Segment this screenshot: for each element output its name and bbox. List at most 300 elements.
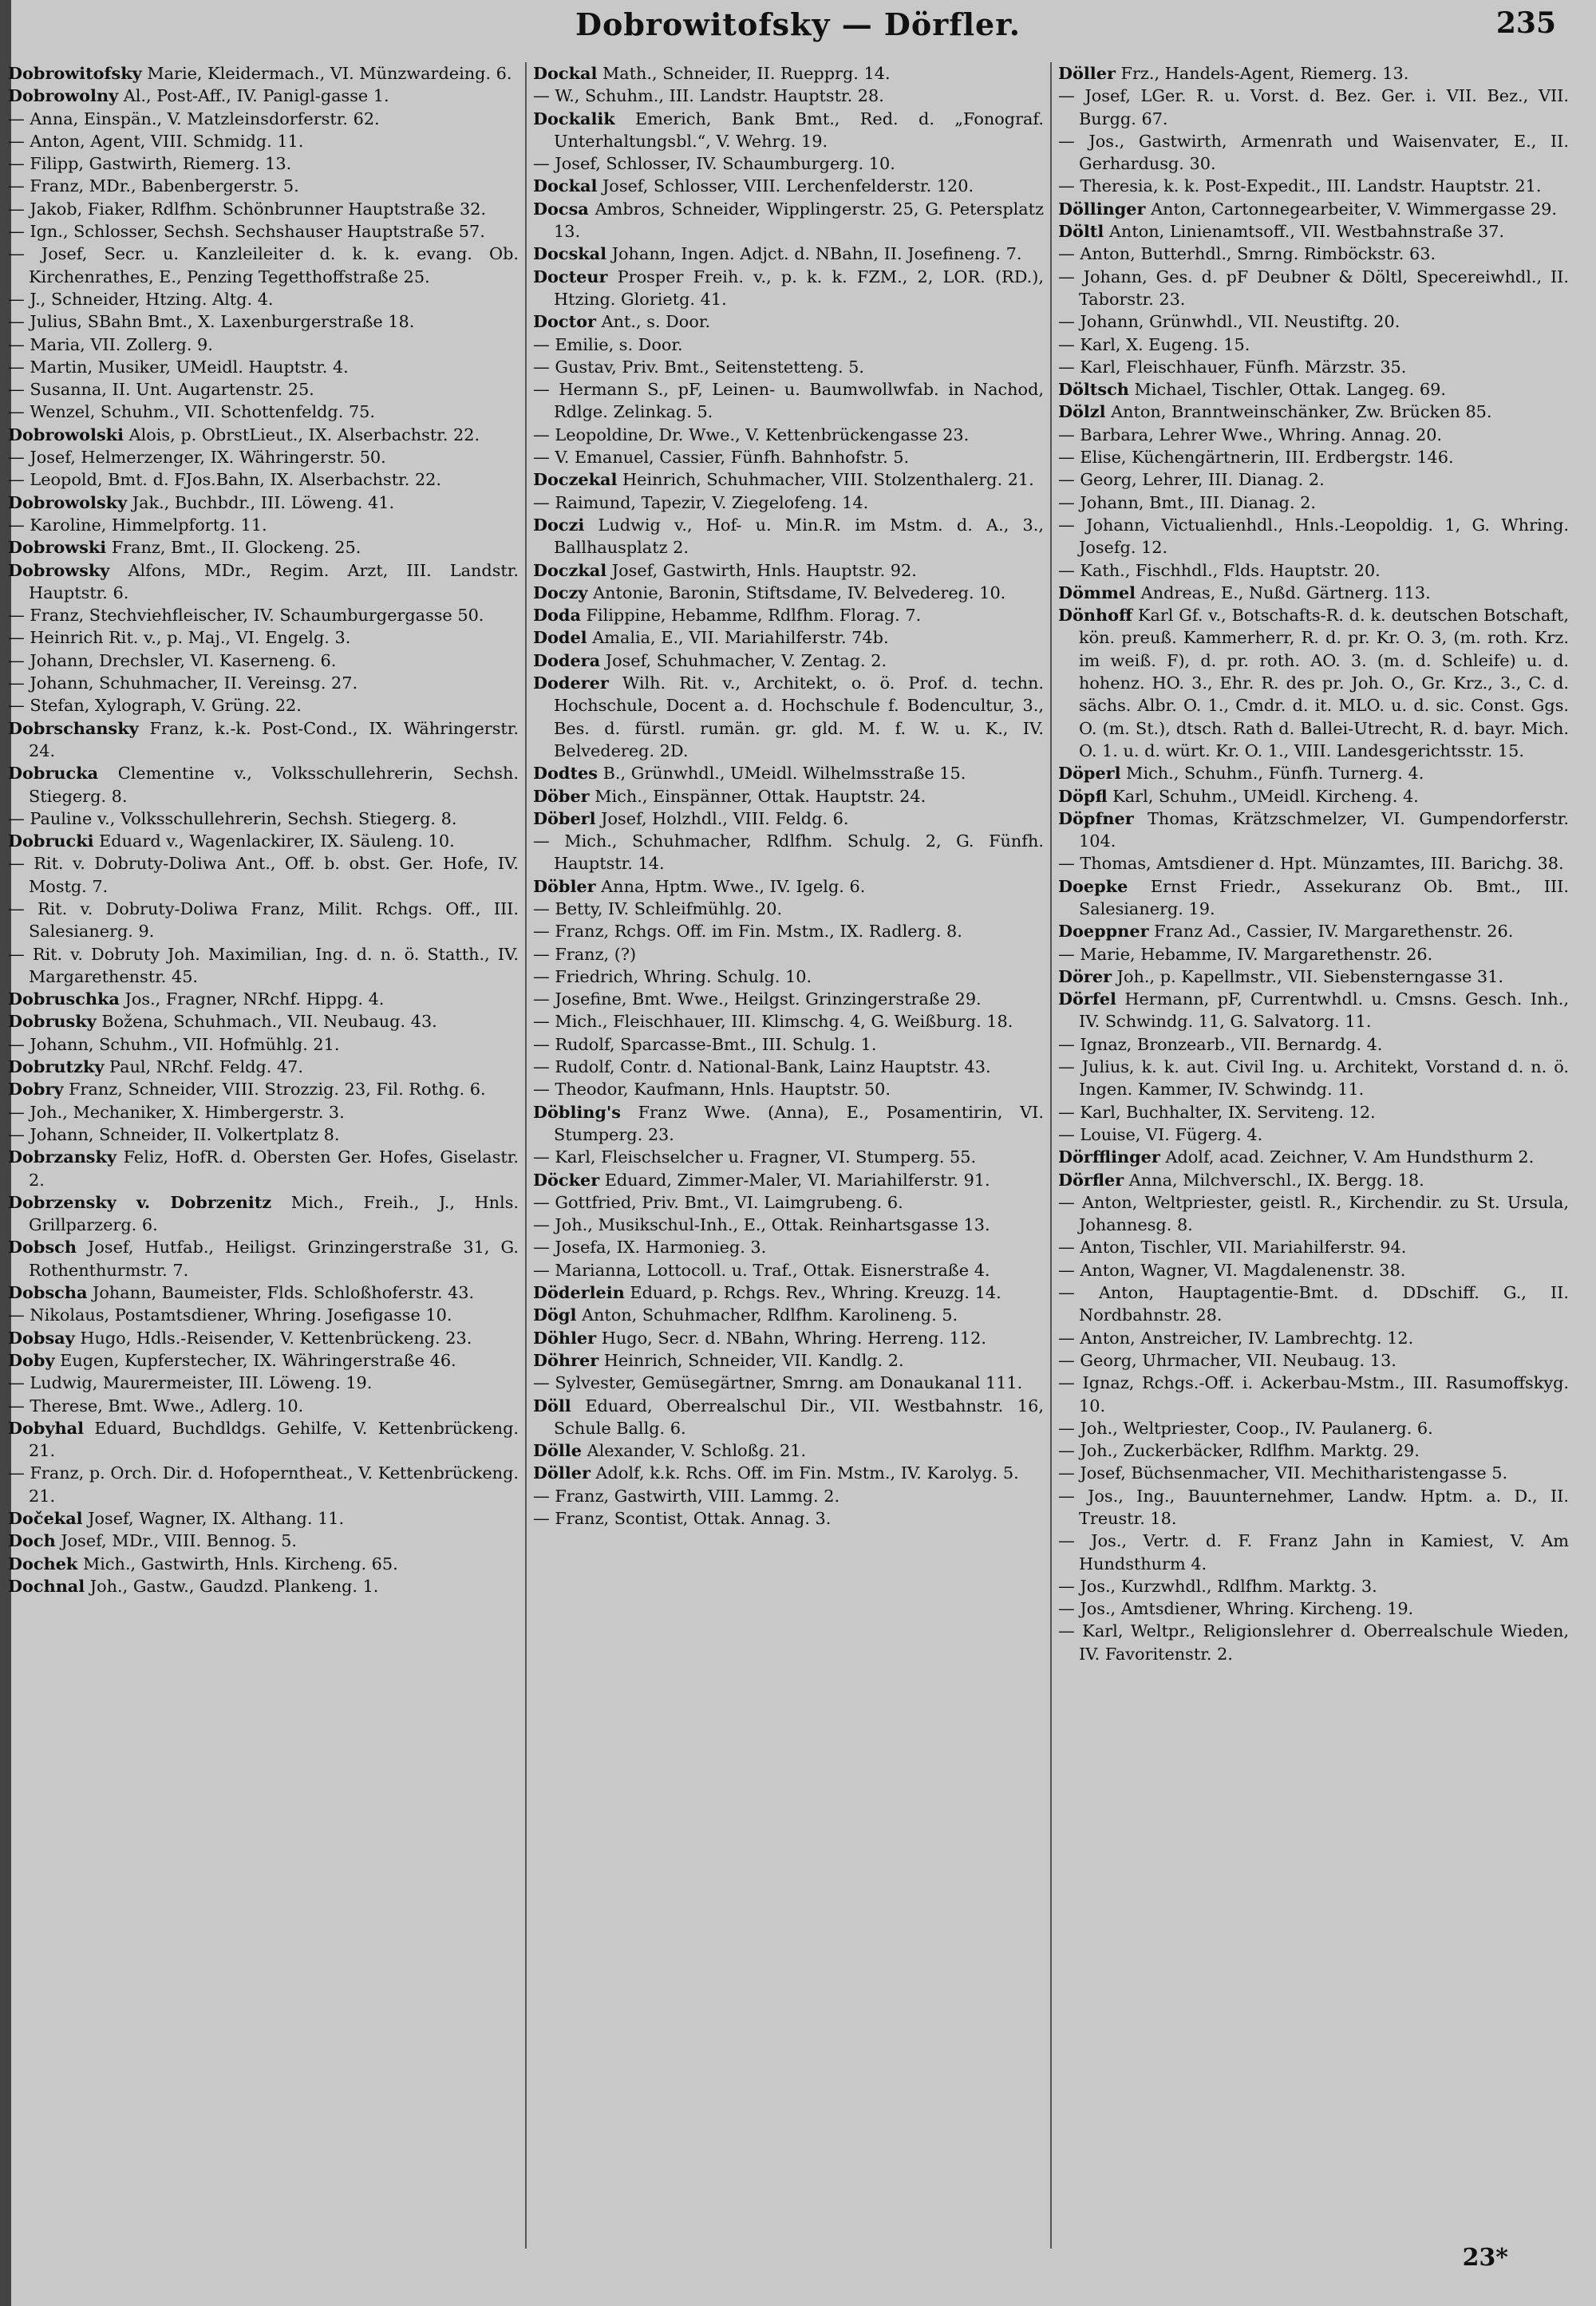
directory-entry (8, 378, 519, 401)
entry-details: Alexander, V. Schloßg. 21. (581, 1441, 807, 1461)
directory-entry (8, 130, 519, 152)
entry-details: — Elise, Küchengärtnerin, III. Erdbergstr. 146. (1058, 448, 1454, 468)
entry-surname: Dobrucki (8, 831, 94, 851)
entry-surname: Döberl (533, 807, 596, 828)
directory-entry (533, 468, 1044, 491)
directory-entry (1058, 378, 1569, 401)
entry-details: — Josef, LGer. R. u. Vorst. d. Bez. Ger. i. VII. Bez., VII. Burgg. 67. (1058, 86, 1569, 128)
entry-details: Emerich, Bank Bmt., Red. d. „Fonograf. Unterhaltungsbl.“, V. Wehrg. 19. (554, 109, 1044, 151)
column-divider (525, 62, 527, 2249)
directory-entry (533, 243, 1044, 265)
entry-details: Anton, Cartonnegearbeiter, V. Wimmergasse 29. (1145, 199, 1557, 219)
entry-details: Anton, Linienamtsoff., VII. Westbahnstraße 37. (1104, 222, 1505, 242)
entry-details: Hugo, Hdls.-Reisender, V. Kettenbrückeng. 23. (74, 1328, 472, 1348)
entry-details: — Franz, (?) (533, 944, 637, 964)
entry-details: Ludwig v., Hof- u. Min.R. im Mstm. d. A., 3., Ballhausplatz 2. (554, 515, 1044, 558)
directory-entry (8, 807, 519, 830)
directory-entry (533, 785, 1044, 807)
directory-entry (1058, 875, 1569, 921)
entry-surname: Dockal (533, 176, 598, 196)
signature-mark: 23* (1462, 2244, 1508, 2272)
directory-entry (8, 152, 519, 175)
directory-entry (8, 694, 519, 717)
entry-details: — Wenzel, Schuhm., VII. Schottenfeldg. 75. (8, 402, 376, 422)
entry-surname: Döltl (1058, 221, 1104, 242)
directory-entry (533, 1146, 1044, 1168)
directory-entry (533, 310, 1044, 333)
directory-entry (533, 1304, 1044, 1326)
directory-entry (1058, 1327, 1569, 1349)
entry-details: — Anton, Hauptagentie-Bmt. d. DDschiff. G., II. Nordbahnstr. 28. (1058, 1283, 1569, 1325)
entry-surname: Dobrowski (8, 537, 107, 558)
directory-entry (8, 175, 519, 197)
directory-entry (1058, 582, 1569, 604)
entry-details: Feliz, HofR. d. Obersten Ger. Hofes, Giselastr. 2. (29, 1147, 519, 1190)
entry-details: — Josefa, IX. Harmonieg. 3. (533, 1238, 767, 1258)
entry-surname: Dömmel (1058, 582, 1136, 602)
entry-surname: Docteur (533, 266, 608, 286)
entry-details: Marie, Kleidermach., VI. Münzwardeing. 6. (141, 64, 512, 83)
entry-surname: Doczi (533, 514, 585, 535)
entry-details: — Louise, VI. Fügerg. 4. (1058, 1124, 1263, 1144)
directory-entry (8, 626, 519, 649)
entry-details: Heinrich, Schneider, VII. Kandlg. 2. (598, 1350, 904, 1370)
directory-entry (1058, 1281, 1569, 1327)
entry-details: Eduard v., Wagenlackirer, IX. Säuleng. 10. (93, 831, 455, 851)
entry-surname: Dobrowolski (8, 424, 124, 444)
entry-details: — Theodor, Kaufmann, Hnls. Hauptstr. 50. (533, 1080, 891, 1100)
entry-surname: Dölle (533, 1440, 582, 1461)
directory-entry (1058, 514, 1569, 559)
directory-entry (1058, 1033, 1569, 1056)
entry-details: — Jos., Kurzwhdl., Rdlfhm. Marktg. 3. (1058, 1576, 1377, 1596)
directory-entry (8, 356, 519, 378)
directory-entry (8, 1462, 519, 1507)
directory-entry (8, 62, 519, 85)
entry-surname: Döcker (533, 1169, 600, 1190)
entry-details: — Rit. v. Dobruty-Doliwa Ant., Off. b. obst. Ger. Hofe, IV. Mostg. 7. (8, 854, 519, 896)
directory-entry (533, 1169, 1044, 1191)
directory-entry (8, 1033, 519, 1056)
directory-entry (1058, 356, 1569, 378)
entry-details: Karl, Schuhm., UMeidl. Kircheng. 4. (1107, 786, 1419, 806)
entry-details: — Therese, Bmt. Wwe., Adlerg. 10. (8, 1396, 304, 1416)
entry-details: — Joh., Mechaniker, X. Himbergerstr. 3. (8, 1102, 345, 1122)
entry-details: — Sylvester, Gemüsegärtner, Smrng. am Donaukanal 111. (533, 1373, 1023, 1393)
entry-surname: Dodtes (533, 763, 598, 784)
entry-details: — Josef, Schlosser, IV. Schaumburgerg. 10. (533, 154, 895, 174)
entry-details: — Heinrich Rit. v., p. Maj., VI. Engelg. 3. (8, 628, 351, 648)
entry-details: — Johann, Victualienhdl., Hnls.-Leopoldig. 1, G. Whring. Josefg. 12. (1058, 515, 1569, 558)
entry-surname: Dobsay (8, 1327, 75, 1348)
directory-entry (533, 1485, 1044, 1507)
entry-details: Johann, Baumeister, Flds. Schloßhoferstr. 43. (87, 1283, 475, 1303)
entry-details: — Mich., Schuhmacher, Rdlfhm. Schulg. 2, G. Fünfh. Hauptstr. 14. (533, 831, 1044, 874)
directory-entry (1058, 1169, 1569, 1191)
directory-entry (533, 965, 1044, 988)
entry-details: Wilh. Rit. v., Architekt, o. ö. Prof. d. techn. Hochschule, Docent a. d. Hochschule f. Bodencultur, 3., Bes. d. fürstl. rumän. gr. gld. M. f. W. u. K., IV. Belvedereg. 2D. (554, 673, 1044, 760)
entry-surname: Döhrer (533, 1349, 599, 1370)
entry-surname: Doda (533, 605, 581, 626)
entry-surname: Dobyhal (8, 1417, 85, 1438)
directory-entry (1058, 266, 1569, 311)
entry-surname: Dochek (8, 1553, 78, 1574)
entry-details: Franz, Bmt., II. Glockeng. 25. (106, 538, 361, 558)
entry-details: — Anton, Weltpriester, geistl. R., Kirchendir. zu St. Ursula, Johannesg. 8. (1058, 1192, 1569, 1235)
entry-details: — Johann, Ges. d. pF Deubner & Döltl, Specereiwhdl., II. Taborstr. 23. (1058, 267, 1569, 309)
entry-details: Karl Gf. v., Botschafts-R. d. k. deutschen Botschaft, kön. preuß. Kammerherr, R. d. pr. Kr. O. 3, (m. roth. Krz. im weiß. F), d. pr. roth. AO. 3. (m. d. Schleife) u. d. hohenz. HO. 3., Ehr. R. des pr. Joh. O., Gr. Krz., 3., C. d. sächs. Albr. O. 1., Cmdr. d. it. MLO. u. d. sic. Const. Ggs. O. (m. St.), dtsch. Rath d. Ballei-Utrecht, R. d. bayr. Mich. O. 1. u. d. würt. Kr. O. 1., VIII. Landesgerichtsstr. 15. (1079, 606, 1569, 760)
directory-entry (8, 852, 519, 898)
entry-surname: Doctor (533, 311, 597, 332)
entry-surname: Doczkal (533, 559, 607, 580)
directory-entry (1058, 1191, 1569, 1237)
entry-details: — Rit. v. Dobruty-Doliwa Franz, Milit. Rchgs. Off., III. Salesianerg. 9. (8, 898, 519, 942)
entry-details: — Ignaz, Bronzearb., VII. Bernardg. 4. (1058, 1034, 1383, 1054)
entry-details: — Theresia, k. k. Post-Expedit., III. Landstr. Hauptstr. 21. (1058, 176, 1542, 196)
directory-entry (533, 108, 1044, 153)
directory-entry (1058, 1349, 1569, 1372)
directory-entry (533, 830, 1044, 875)
directory-entry (533, 356, 1044, 378)
entry-surname: Dochnal (8, 1575, 85, 1596)
directory-entry (1058, 1485, 1569, 1530)
entry-surname: Döltsch (1058, 379, 1129, 400)
directory-entry (1058, 1146, 1569, 1168)
entry-details: Hugo, Secr. d. NBahn, Whring. Herreng. 112. (596, 1328, 986, 1348)
directory-entry (1058, 785, 1569, 807)
entry-details: — Franz, MDr., Babenbergerstr. 5. (8, 176, 299, 196)
directory-entry (1058, 1597, 1569, 1620)
entry-surname: Dobrowsky (8, 559, 110, 580)
entry-surname: Dönhoff (1058, 605, 1133, 626)
entry-details: Joh., p. Kapellmstr., VII. Siebensterngasse 31. (1112, 966, 1504, 986)
entry-details: Anna, Hptm. Wwe., IV. Igelg. 6. (595, 876, 866, 896)
entry-details: — Johann, Schneider, II. Volkertplatz 8. (8, 1124, 340, 1144)
directory-entry (8, 1372, 519, 1394)
entry-details: Antonie, Baronin, Stiftsdame, IV. Belvedereg. 10. (587, 582, 1006, 602)
entry-details: Clementine v., Volksschullehrerin, Sechsh. Stiegerg. 8. (29, 764, 519, 806)
directory-entry (533, 1395, 1044, 1440)
entry-details: — Raimund, Tapezir, V. Ziegelofeng. 14. (533, 492, 869, 512)
directory-entry (1058, 1056, 1569, 1101)
entry-surname: Döbling's (533, 1101, 621, 1122)
directory-entry (533, 1101, 1044, 1147)
entry-surname: Döllinger (1058, 198, 1146, 219)
directory-entry (8, 1281, 519, 1304)
entry-details: — Johann, Grünwhdl., VII. Neustiftg. 20. (1058, 312, 1400, 332)
entry-surname: Dobscha (8, 1282, 88, 1303)
entry-details: — Karl, Weltpr., Religionslehrer d. Oberrealschule Wieden, IV. Favoritenstr. 2. (1058, 1621, 1569, 1664)
entry-details: — Friedrich, Whring. Schulg. 10. (533, 966, 812, 986)
entry-surname: Dočekal (8, 1508, 83, 1528)
entry-details: — Susanna, II. Unt. Augartenstr. 25. (8, 380, 314, 400)
entry-surname: Dögl (533, 1305, 577, 1325)
directory-entry (1058, 1236, 1569, 1258)
directory-entry (8, 401, 519, 423)
entry-details: Eduard, Zimmer-Maler, VI. Mariahilferstr. 91. (599, 1170, 990, 1190)
directory-entry (533, 650, 1044, 672)
entry-surname: Dobrzensky v. Dobrzenitz (8, 1191, 272, 1212)
directory-entry (533, 1372, 1044, 1394)
entry-details: Anna, Milchverschl., IX. Bergg. 18. (1124, 1170, 1424, 1190)
entry-details: — Anton, Wagner, VI. Magdalenenstr. 38. (1058, 1260, 1406, 1280)
directory-entry (533, 943, 1044, 965)
entry-details: — Josef, Helmerzenger, IX. Währingerstr. 50. (8, 448, 386, 468)
entry-details: — Marianna, Lottocoll. u. Traf., Ottak. Eisnerstraße 4. (533, 1260, 990, 1280)
directory-entry (8, 717, 519, 763)
entry-surname: Dobrucka (8, 763, 99, 784)
directory-entry (533, 1056, 1044, 1078)
entry-details: — Rudolf, Contr. d. National-Bank, Lainz Hauptstr. 43. (533, 1057, 991, 1077)
entry-details: — Kath., Fischhdl., Flds. Hauptstr. 20. (1058, 560, 1381, 580)
directory-entry (8, 198, 519, 220)
entry-details: Amalia, E., VII. Mariahilferstr. 74b. (587, 628, 889, 648)
entry-surname: Dodel (533, 627, 587, 648)
directory-entry (8, 85, 519, 107)
entry-details: B., Grünwhdl., UMeidl. Wilhelmsstraße 15. (598, 764, 966, 784)
directory-entry (533, 1507, 1044, 1530)
entry-details: Josef, Holzhdl., VIII. Feldg. 6. (595, 808, 849, 828)
directory-entry (1058, 62, 1569, 85)
entry-details: — Barbara, Lehrer Wwe., Whring. Annag. 20. (1058, 424, 1443, 444)
directory-entry (533, 807, 1044, 830)
entry-surname: Dodera (533, 650, 601, 670)
entry-surname: Docsa (533, 198, 589, 219)
directory-entry (1058, 243, 1569, 265)
directory-entry (8, 604, 519, 626)
directory-entry (8, 1395, 519, 1417)
directory-entry (8, 288, 519, 310)
entry-details: — Leopoldine, Dr. Wwe., V. Kettenbrückengasse 23. (533, 424, 970, 444)
entry-details: Ambros, Schneider, Wipplingerstr. 25, G. Petersplatz 13. (554, 199, 1044, 242)
directory-entry (8, 1191, 519, 1237)
entry-details: — Jos., Gastwirth, Armenrath und Waisenvater, E., II. Gerhardusg. 30. (1058, 131, 1569, 174)
entry-surname: Döll (533, 1395, 571, 1416)
entry-details: Adolf, k.k. Rchs. Off. im Fin. Mstm., IV. Karolyg. 5. (590, 1463, 1019, 1483)
entry-details: Jak., Buchbdr., III. Löweng. 41. (127, 492, 395, 512)
entry-surname: Dörer (1058, 965, 1112, 986)
directory-entry (1058, 175, 1569, 197)
directory-entry (1058, 943, 1569, 965)
entry-surname: Doch (8, 1530, 56, 1551)
entry-details: — Karl, Buchhalter, IX. Serviteng. 12. (1058, 1102, 1376, 1122)
directory-entry (533, 559, 1044, 582)
directory-entry (8, 1575, 519, 1597)
directory-entry (8, 310, 519, 333)
entry-details: Josef, Hutfab., Heiligst. Grinzingerstraße 31, G. Rothenthurmstr. 7. (29, 1238, 519, 1280)
entry-surname: Döperl (1058, 763, 1121, 784)
entry-details: Mich., Freih., J., Hnls. Grillparzerg. 6. (29, 1192, 519, 1235)
entry-details: Eduard, p. Rchgs. Rev., Whring. Kreuzg. 14. (624, 1283, 1001, 1303)
entry-details: — Johann, Bmt., III. Dianag. 2. (1058, 492, 1317, 512)
directory-entry (8, 1101, 519, 1123)
directory-entry (8, 514, 519, 536)
directory-entry (533, 582, 1044, 604)
directory-entry (533, 626, 1044, 649)
entry-details: Johann, Ingen. Adjct. d. NBahn, II. Josefineng. 7. (606, 244, 1022, 264)
directory-entry (1058, 1439, 1569, 1462)
directory-entry (533, 604, 1044, 626)
entry-details: — Betty, IV. Schleifmühlg. 20. (533, 898, 783, 918)
entry-details: — Joh., Zuckerbäcker, Rdlfhm. Marktg. 29. (1058, 1441, 1420, 1461)
entry-surname: Dörfel (1058, 989, 1116, 1009)
directory-entry (8, 108, 519, 130)
directory-entry (533, 920, 1044, 942)
entry-surname: Docskal (533, 243, 607, 264)
entry-details: Anton, Branntweinschänker, Zw. Brücken 85. (1105, 402, 1492, 422)
directory-entry (533, 672, 1044, 762)
entry-details: — Anna, Einspän., V. Matzleinsdorferstr. 62. (8, 109, 380, 128)
directory-entry (1058, 198, 1569, 220)
entry-details: — Karl, X. Eugeng. 15. (1058, 334, 1250, 354)
entry-details: — Joh., Musikschul-Inh., E., Ottak. Reinhartsgasse 13. (533, 1215, 990, 1235)
page-header (0, 5, 1596, 41)
directory-entry (1058, 965, 1569, 988)
entry-details: — Georg, Uhrmacher, VII. Neubaug. 13. (1058, 1350, 1396, 1370)
directory-entry (533, 62, 1044, 85)
entry-details: Anton, Schuhmacher, Rdlfhm. Karolineng. 5. (576, 1305, 958, 1325)
directory-entry (1058, 220, 1569, 243)
entry-details: — Josef, Büchsenmacher, VII. Mechitharistengasse 5. (1058, 1463, 1508, 1483)
entry-details: — Joh., Weltpriester, Coop., IV. Paulanerg. 6. (1058, 1418, 1433, 1438)
entry-surname: Dobrzansky (8, 1147, 117, 1167)
entry-details: Filippine, Hebamme, Rdlfhm. Florag. 7. (580, 606, 922, 626)
entry-details: Josef, Gastwirth, Hnls. Hauptstr. 92. (606, 560, 917, 580)
running-head: Dobrowitofsky — Dörfler. (575, 6, 1021, 42)
directory-entry (533, 514, 1044, 559)
entry-details: Hermann, pF, Currentwhdl. u. Cmsns. Gesch. Inh., IV. Schwindg. 11, G. Salvatorg. 11. (1079, 989, 1569, 1032)
directory-entry (8, 943, 519, 989)
directory-entry (8, 243, 519, 288)
entry-surname: Doczy (533, 582, 588, 602)
directory-entry (533, 1462, 1044, 1484)
entry-details: Andreas, E., Nußd. Gärtnerg. 113. (1136, 582, 1431, 602)
entry-details: Alois, p. ObrstLieut., IX. Alserbachstr. 22. (123, 424, 480, 444)
entry-details: — Ignaz, Rchgs.-Off. i. Ackerbau-Mstm., III. Rasumoffskyg. 10. (1058, 1373, 1569, 1416)
directory-entry (533, 1327, 1044, 1349)
entry-details: — Rit. v. Dobruty Joh. Maximilian, Ing. d. n. ö. Statth., IV. Margarethenstr. 45. (8, 944, 519, 986)
directory-entry (533, 1033, 1044, 1056)
entry-details: — Franz, Gastwirth, VIII. Lammg. 2. (533, 1486, 840, 1506)
entry-details: Josef, Wagner, IX. Althang. 11. (82, 1509, 345, 1528)
entry-details: — Franz, Stechviehfleischer, IV. Schaumburgergasse 50. (8, 606, 484, 626)
entry-surname: Döber (533, 785, 590, 806)
entry-surname: Doby (8, 1349, 55, 1370)
entry-surname: Doczekal (533, 469, 618, 490)
directory-entry (8, 559, 519, 605)
entry-details: Josef, Schlosser, VIII. Lerchenfelderstr. 120. (597, 176, 974, 196)
column-divider (1050, 62, 1052, 2249)
directory-entry (1058, 1530, 1569, 1575)
directory-entry (1058, 807, 1569, 853)
entry-details: — Franz, p. Orch. Dir. d. Hofoperntheat., V. Kettenbrückeng. 21. (8, 1463, 519, 1506)
directory-entry (8, 1078, 519, 1100)
entry-surname: Dörfflinger (1058, 1147, 1160, 1167)
entry-details: — Ludwig, Maurermeister, III. Löweng. 19. (8, 1373, 373, 1393)
entry-details: — Jos., Vertr. d. F. Franz Jahn in Kamiest, V. Am Hundsthurm 4. (1058, 1531, 1569, 1574)
directory-entry (533, 988, 1044, 1010)
directory-entry (533, 1191, 1044, 1214)
directory-entry (1058, 988, 1569, 1033)
entry-details: — Rudolf, Sparcasse-Bmt., III. Schulg. 1. (533, 1034, 877, 1054)
entry-details: Thomas, Krätzschmelzer, VI. Gumpendorferstr. 104. (1079, 808, 1569, 851)
entry-details: Josef, Schuhmacher, V. Zentag. 2. (600, 650, 887, 670)
directory-entry (8, 220, 519, 243)
directory-entry (533, 152, 1044, 175)
entry-surname: Dobrschansky (8, 717, 139, 738)
directory-entry (8, 672, 519, 694)
entry-details: Ernst Friedr., Assekuranz Ob. Bmt., III. Salesianerg. 19. (1079, 876, 1569, 918)
entry-details: — Julius, k. k. aut. Civil Ing. u. Architekt, Vorstand d. n. ö. Ingen. Kammer, IV. Schwindg. 11. (1058, 1057, 1569, 1100)
directory-entry (533, 378, 1044, 424)
entry-details: — Hermann S., pF, Leinen- u. Baumwollwfab. in Nachod, Rdlge. Zelinkag. 5. (533, 380, 1044, 422)
directory-entry (1058, 446, 1569, 468)
entry-details: Eduard, Buchdldgs. Gehilfe, V. Kettenbrückeng. 21. (29, 1418, 519, 1461)
entry-surname: Döderlein (533, 1282, 625, 1303)
directory-entry (8, 898, 519, 943)
directory-entry (8, 650, 519, 672)
directory-entry (533, 198, 1044, 243)
directory-entry (1058, 1259, 1569, 1281)
directory-entry (533, 1259, 1044, 1281)
directory-entry (8, 1146, 519, 1191)
entry-details: — Marie, Hebamme, IV. Margarethenstr. 26. (1058, 944, 1433, 964)
directory-entry (8, 1304, 519, 1326)
directory-entry (533, 898, 1044, 920)
entry-details: Franz, k.-k. Post-Cond., IX. Währingerstr. 24. (29, 718, 519, 760)
directory-entry (533, 1281, 1044, 1304)
entry-details: — Anton, Butterhdl., Smrng. Rimböckstr. 63. (1058, 244, 1436, 264)
directory-entry (1058, 1101, 1569, 1123)
entry-details: Frz., Handels-Agent, Riemerg. 13. (1115, 64, 1409, 83)
entry-details: — Karl, Fleischhauer, Fünfh. Märzstr. 35. (1058, 357, 1407, 377)
entry-surname: Dobrutzky (8, 1056, 105, 1077)
entry-surname: Döhler (533, 1327, 597, 1348)
entry-details: — Franz, Rchgs. Off. im Fin. Mstm., IX. Radlerg. 8. (533, 922, 962, 942)
entry-details: Franz Ad., Cassier, IV. Margarethenstr. 26. (1148, 922, 1514, 942)
entry-details: — Gottfried, Priv. Bmt., VI. Laimgrubeng. 6. (533, 1192, 903, 1212)
entry-details: Al., Post-Aff., IV. Panigl-gasse 1. (118, 86, 389, 106)
directory-entry (533, 266, 1044, 311)
entry-details: Eduard, Oberrealschul Dir., VII. Westbahnstr. 16, Schule Ballg. 6. (554, 1396, 1044, 1438)
entry-surname: Döpfl (1058, 785, 1108, 806)
entry-details: — Pauline v., Volksschullehrerin, Sechsh. Stiegerg. 8. (8, 808, 457, 828)
entry-details: Heinrich, Schuhmacher, VIII. Stolzenthalerg. 21. (617, 470, 1034, 490)
entry-details: — Jos., Ing., Bauunternehmer, Landw. Hptm. a. D., II. Treustr. 18. (1058, 1486, 1569, 1528)
entry-details: — Karoline, Himmelpfortg. 11. (8, 515, 267, 535)
entry-details: — Nikolaus, Postamtsdiener, Whring. Josefigasse 10. (8, 1305, 452, 1325)
entry-details: — J., Schneider, Htzing. Altg. 4. (8, 289, 274, 309)
directory-entry (533, 85, 1044, 107)
entry-details: — Georg, Lehrer, III. Dianag. 2. (1058, 470, 1325, 490)
directory-entry (1058, 130, 1569, 176)
entry-details: — Johann, Schuhmacher, II. Vereinsg. 27. (8, 673, 358, 693)
entry-surname: Doepke (1058, 875, 1128, 896)
entry-surname: Döller (533, 1463, 591, 1483)
entry-details: Mich., Gastwirth, Hnls. Kircheng. 65. (77, 1554, 398, 1574)
entry-details: Paul, NRchf. Feldg. 47. (104, 1057, 304, 1077)
directory-entry (8, 1417, 519, 1463)
entry-details: — Leopold, Bmt. d. FJos.Bahn, IX. Alserbachstr. 22. (8, 470, 442, 490)
entry-details: Prosper Freih. v., p. k. k. FZM., 2, LOR. (RD.), Htzing. Glorietg. 41. (554, 267, 1044, 309)
directory-entry (533, 334, 1044, 356)
entry-details: — Mich., Fleischhauer, III. Klimschg. 4, G. Weißburg. 18. (533, 1012, 1013, 1032)
entry-details: — Anton, Agent, VIII. Schmidg. 11. (8, 131, 304, 151)
entry-details: — Ign., Schlosser, Sechsh. Sechshauser Hauptstraße 57. (8, 222, 485, 242)
directory-entry (1058, 492, 1569, 514)
directory-entry (533, 175, 1044, 197)
entry-surname: Döpfner (1058, 807, 1134, 828)
